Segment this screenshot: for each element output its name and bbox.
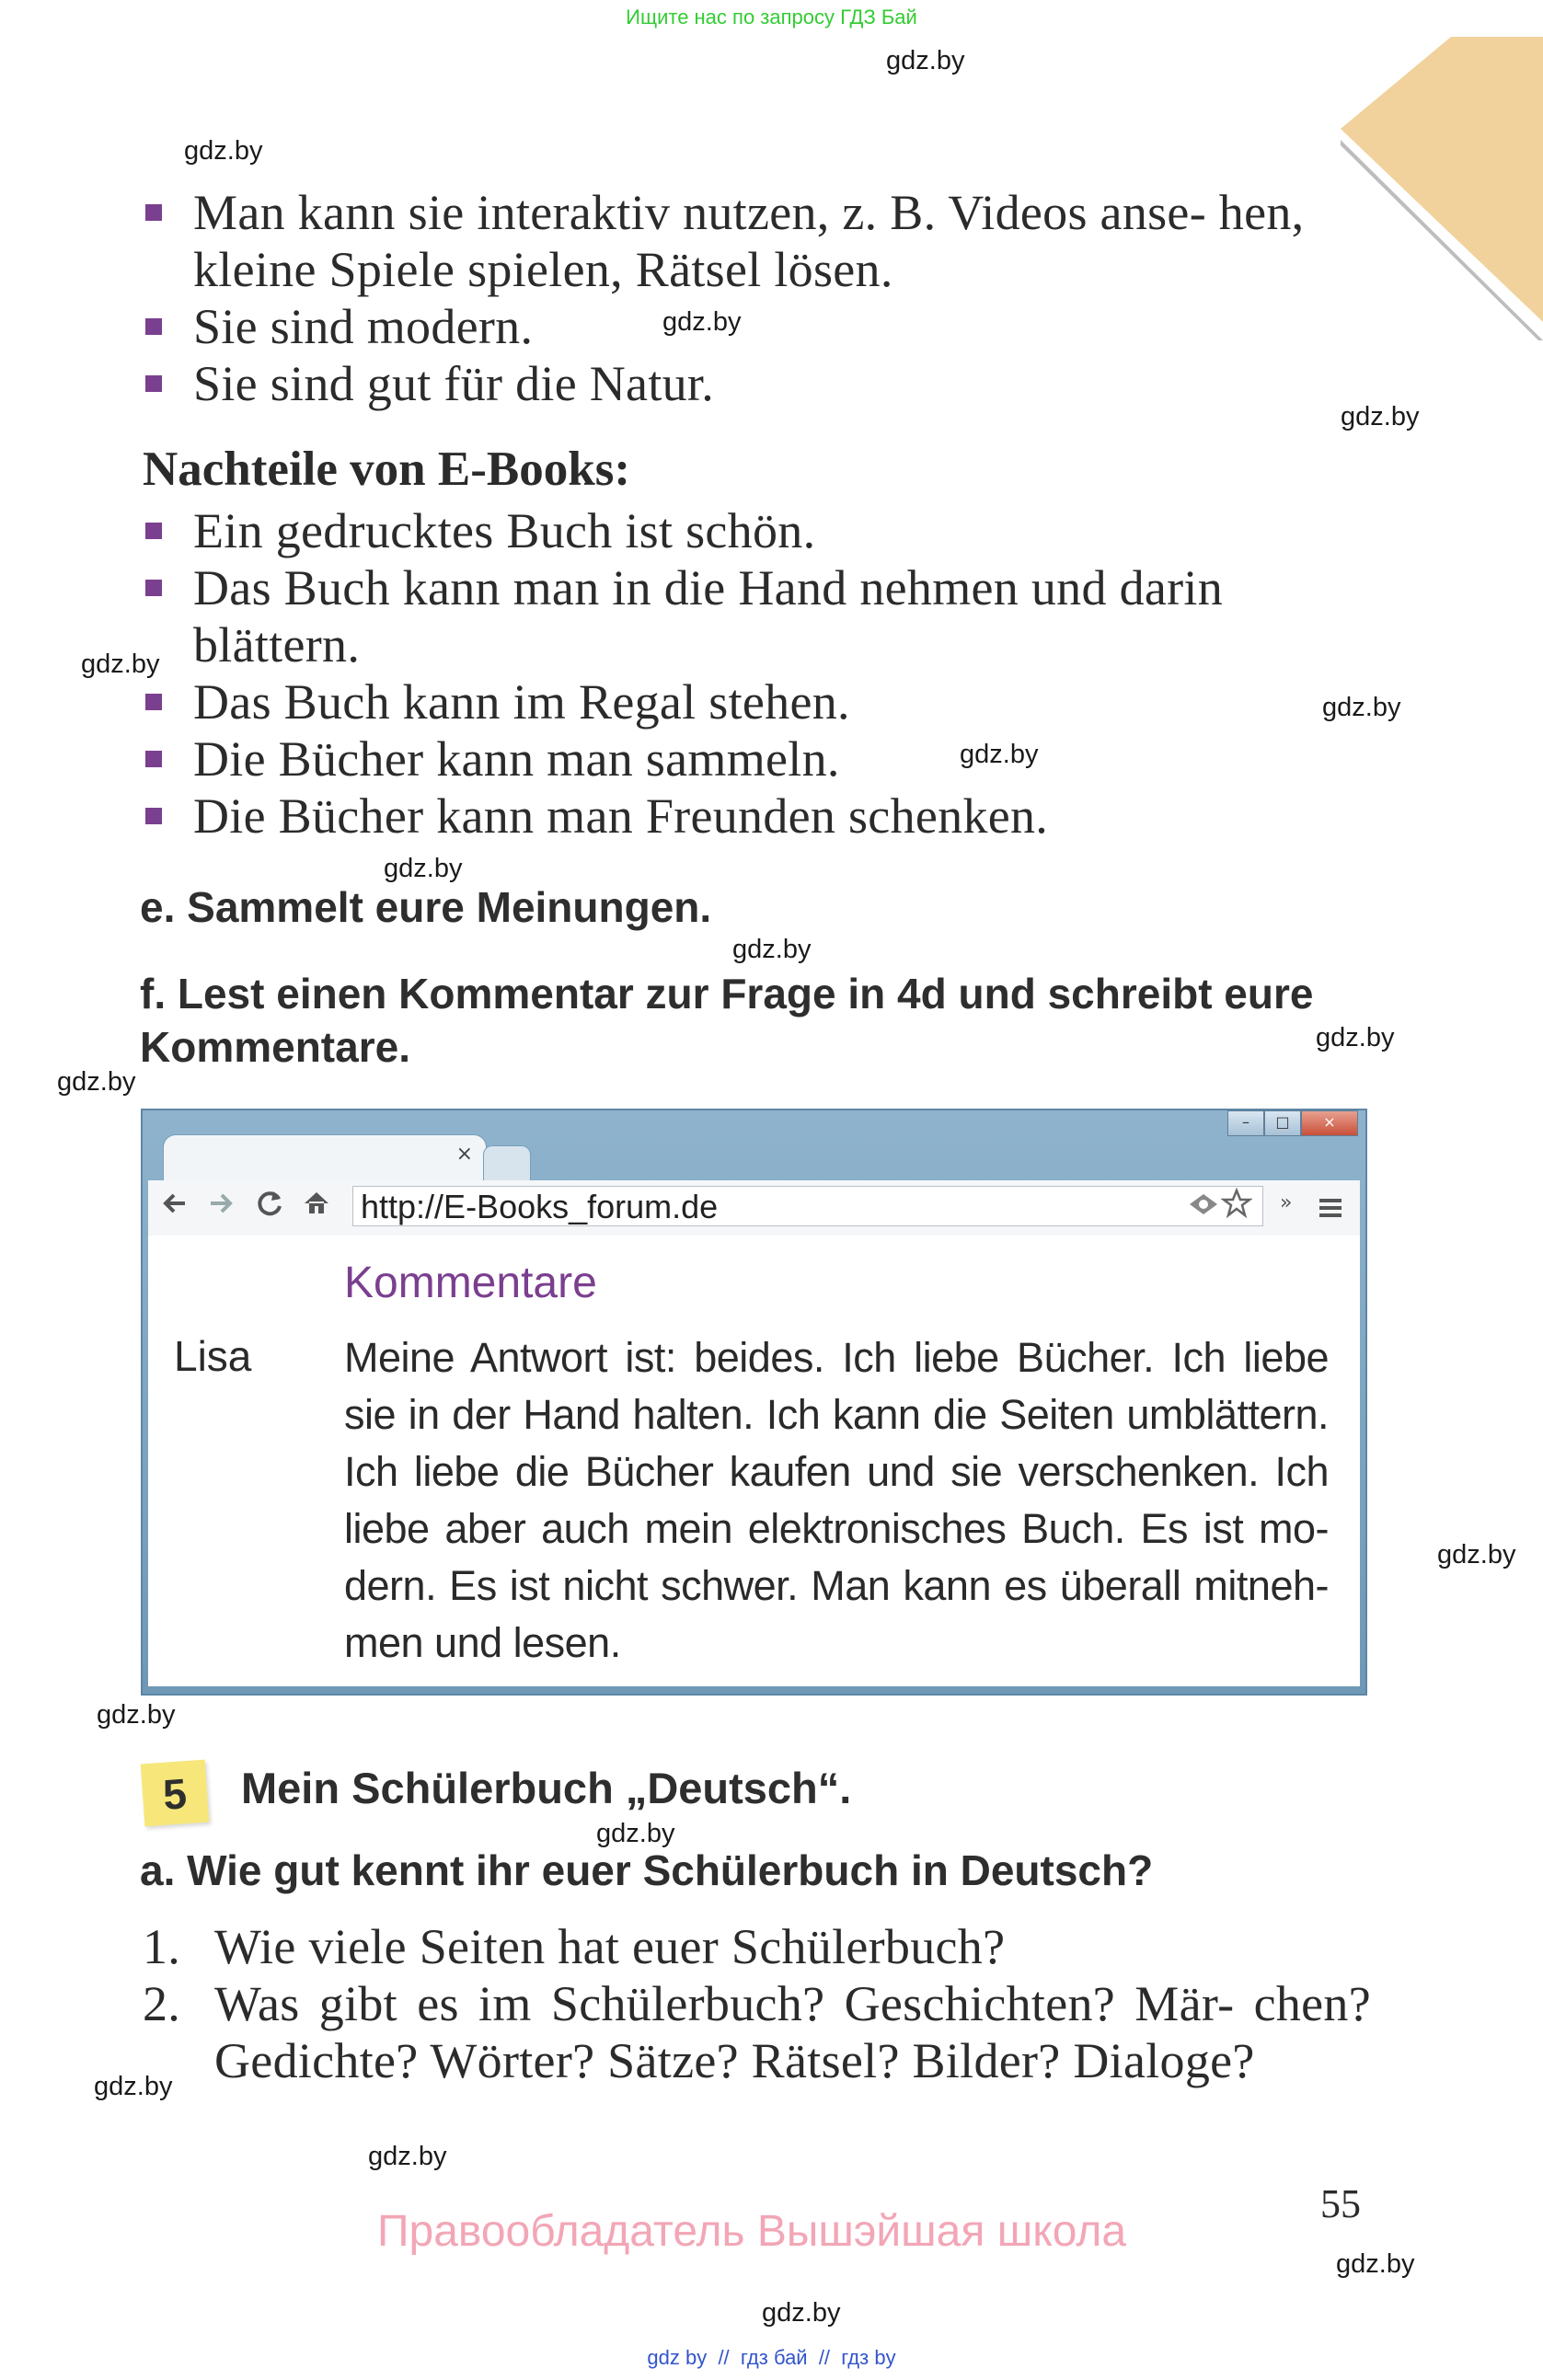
- browser-window: [141, 1109, 1367, 1696]
- bullet-square-icon: [145, 204, 162, 221]
- reload-icon[interactable]: [255, 1188, 286, 1227]
- watermark: gdz.by: [57, 1067, 136, 1097]
- bullet-square-icon: [145, 523, 162, 539]
- watermark: gdz.by: [1322, 693, 1401, 722]
- list-item: Sie sind gut für die Natur.: [145, 355, 1369, 412]
- watermark: gdz.by: [1437, 1540, 1516, 1569]
- task-a: a. Wie gut kennt ihr euer Schülerbuch in Deutsch?: [140, 1846, 1154, 1894]
- bullet-square-icon: [145, 694, 162, 710]
- watermark: gdz.by: [886, 46, 965, 75]
- menu-icon[interactable]: [1317, 1191, 1344, 1228]
- watermark: gdz.by: [184, 136, 263, 166]
- list-item: Ein gedrucktes Buch ist schön.: [145, 502, 1369, 559]
- advantages-list: [145, 184, 1369, 412]
- window-controls: [1227, 1110, 1358, 1136]
- security-icon[interactable]: [1188, 1190, 1219, 1226]
- watermark: gdz.by: [368, 2142, 447, 2171]
- list-item: Sie sind modern.: [145, 298, 1369, 355]
- star-icon[interactable]: [1221, 1188, 1252, 1227]
- watermark: gdz.by: [732, 935, 812, 964]
- watermark: gdz.by: [1336, 2249, 1415, 2279]
- disadvantages-heading: Nachteile von E-Books:: [143, 443, 630, 496]
- home-icon[interactable]: [301, 1188, 332, 1227]
- forward-arrow-icon[interactable]: [205, 1188, 236, 1227]
- watermark: gdz.by: [94, 2072, 173, 2101]
- maximize-button[interactable]: □: [1264, 1110, 1301, 1136]
- list-item: Das Buch kann man in die Hand nehmen und darin blättern.: [145, 559, 1369, 673]
- watermark: gdz.by: [384, 854, 463, 883]
- bullet-square-icon: [145, 318, 162, 335]
- back-arrow-icon[interactable]: [159, 1188, 190, 1227]
- list-item: 2. Was gibt es im Schülerbuch? Geschichten? Mär- chen? Gedichte? Wörter? Sätze? Rätsel? Bilder? Dialoge?: [143, 1976, 1371, 2088]
- questions-list: [143, 1918, 1371, 2089]
- comments-title: Kommentare: [344, 1259, 597, 1307]
- bullet-square-icon: [145, 808, 162, 824]
- copyright-notice: Правообладатель Вышэйшая школа: [377, 2207, 1127, 2256]
- watermark: gdz.by: [596, 1819, 675, 1848]
- list-item: Die Bücher kann man Freunden schenken.: [145, 788, 1369, 845]
- browser-content: [148, 1236, 1360, 1686]
- bullet-square-icon: [145, 751, 162, 767]
- page-number: 55: [1320, 2181, 1361, 2226]
- extensions-chevron-icon[interactable]: »: [1280, 1191, 1293, 1214]
- watermark: gdz.by: [81, 650, 160, 679]
- comment-text: Meine Antwort ist: beides. Ich liebe Bücher. Ich liebe sie in der Hand halten. Ich kann die Seiten umblättern. Ich liebe die Bücher kaufen und sie verschenken. Ich liebe aber auch mein elektronisches Buch. Es ist mo- dern. Es ist nicht schwer. Man kann es überall mitneh- men und lesen.: [344, 1334, 1329, 1666]
- top-search-note: Ищите нас по запросу ГДЗ Бай: [626, 6, 917, 29]
- question-number: 2.: [143, 1976, 181, 2031]
- section-title: Mein Schülerbuch „Deutsch“.: [241, 1764, 852, 1812]
- page-corner-decoration: [1341, 37, 1543, 340]
- watermark: gdz.by: [1341, 402, 1420, 431]
- list-item: Die Bücher kann man sammeln.: [145, 730, 1369, 788]
- bullet-square-icon: [145, 580, 162, 596]
- close-window-button[interactable]: ×: [1301, 1110, 1358, 1136]
- watermark: gdz.by: [662, 307, 742, 337]
- browser-tab[interactable]: [163, 1134, 487, 1183]
- browser-toolbar: [148, 1180, 1360, 1236]
- disadvantages-list: [145, 502, 1369, 845]
- bullet-square-icon: [145, 375, 162, 392]
- new-tab-button[interactable]: [483, 1145, 531, 1183]
- footer-links[interactable]: gdz by // гдз бай // гдз by: [647, 2346, 896, 2369]
- task-f: f. Lest einen Kommentar zur Frage in 4d und schreibt eure Kommentare.: [140, 970, 1314, 1071]
- watermark: gdz.by: [97, 1700, 176, 1730]
- list-item: Das Buch kann im Regal stehen.: [145, 673, 1369, 730]
- watermark: gdz.by: [762, 2298, 841, 2328]
- comment-author: Lisa: [174, 1332, 252, 1380]
- section-number-badge: 5: [141, 1760, 210, 1827]
- watermark: gdz.by: [960, 740, 1039, 769]
- list-item: 1. Wie viele Seiten hat euer Schülerbuch?: [143, 1919, 1006, 1974]
- task-e: e. Sammelt eure Meinungen.: [140, 883, 712, 931]
- list-item: Man kann sie interaktiv nutzen, z. B. Videos anse- hen, kleine Spiele spielen, Rätsel lösen.: [145, 184, 1369, 298]
- tab-close-icon[interactable]: ×: [455, 1143, 473, 1166]
- minimize-button[interactable]: –: [1227, 1110, 1264, 1136]
- address-bar[interactable]: http://E-Books_forum.de: [352, 1186, 1263, 1226]
- watermark: gdz.by: [1316, 1023, 1395, 1052]
- question-number: 1.: [143, 1919, 181, 1974]
